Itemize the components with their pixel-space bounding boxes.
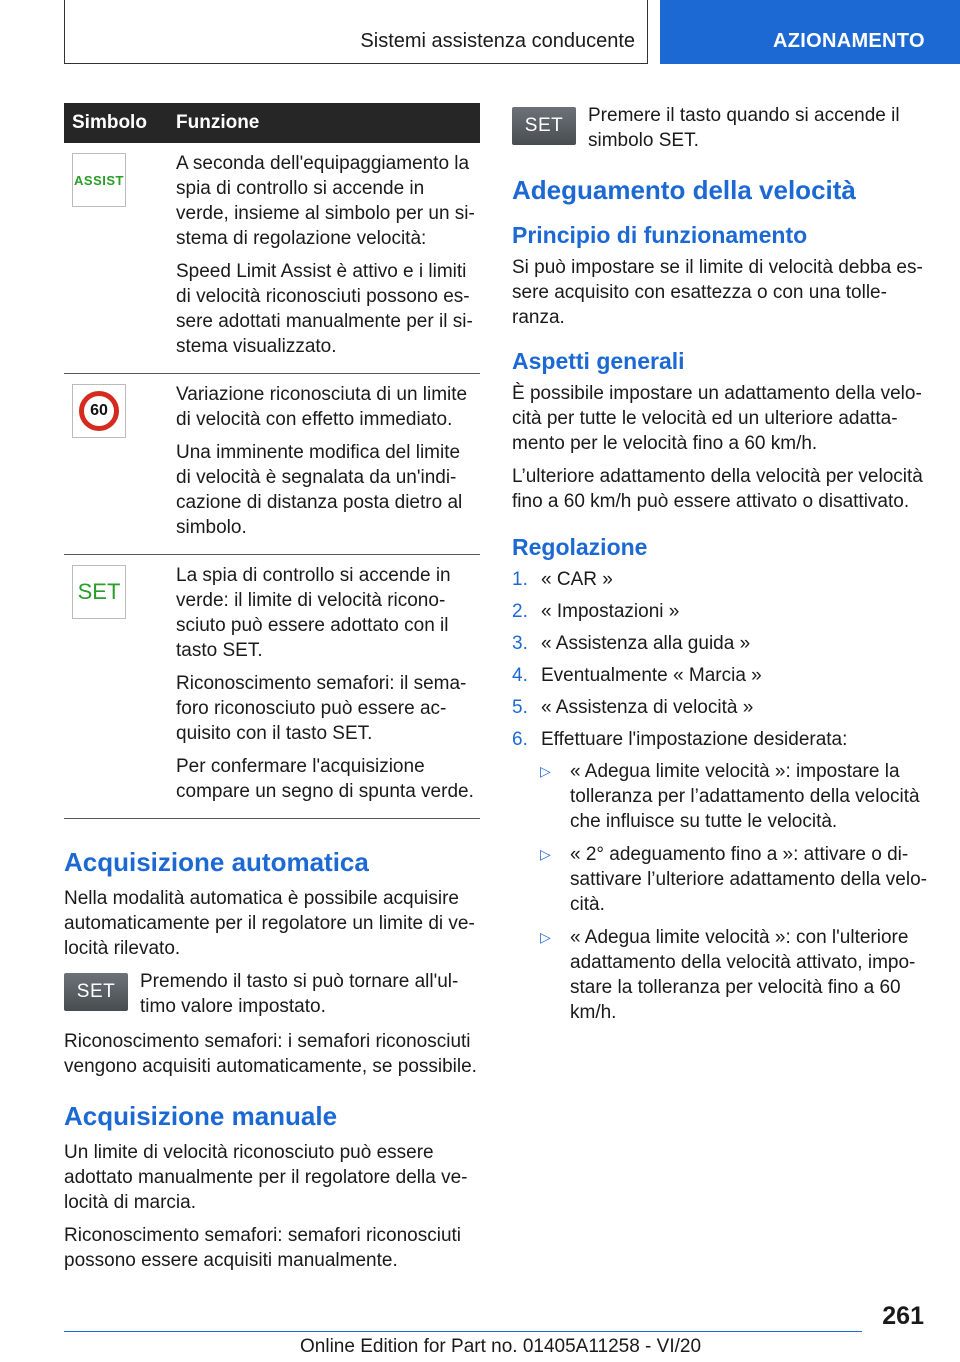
auto-paragraph: Nella modalità automatica è possibile acquisire automaticamente per il regolatore un limite di velocità rilevato. <box>64 888 475 959</box>
set-button-icon: SET <box>512 107 576 145</box>
header-chapter-box <box>64 0 648 64</box>
settings-options <box>540 759 928 1025</box>
set-button-note-text: Premere il tasto quando si accende il simbolo SET. <box>588 105 900 151</box>
principle-paragraph: Si può impostare se il limite di velocità debba essere acquisito con esattezza o con una tolleranza. <box>512 257 923 328</box>
step-number: 5. <box>512 697 528 718</box>
row-text: Una imminente modifica del limite di velocità è segnalata da un'indicazione di distanza posta dietro al simbolo. <box>176 442 463 538</box>
list-item <box>512 663 928 688</box>
step-text: « Assistenza di velocità » <box>541 697 754 718</box>
right-column <box>512 103 928 1033</box>
auto-traffic-light-paragraph: Riconoscimento semafori: i semafori riconosciuti vengono acquisiti automaticamente, se possibile. <box>64 1031 477 1077</box>
general-paragraph: È possibile impostare un adattamento della velocità per tutte le velocità ed un ulteriore adattamento per le velocità fino a 60 km/h. <box>512 383 922 454</box>
step-text: « Impostazioni » <box>541 601 680 622</box>
section-title-speed-adaptation: Adeguamento della velocità <box>512 175 856 205</box>
assist-icon <box>72 153 126 207</box>
table-header-function: Funzione <box>168 103 480 143</box>
row-text: Variazione riconosciuta di un limite di velocità con effetto immediato. <box>176 384 468 430</box>
footer-divider <box>64 1331 862 1332</box>
table-cell-icon <box>64 143 168 374</box>
set-indicator-label: SET <box>77 579 121 604</box>
step-number: 2. <box>512 601 528 622</box>
row-text: A seconda dell'equipaggiamento la spia di controllo si accende in verde, insieme al simbolo per un sistema di regolazione velocità: <box>176 153 475 249</box>
set-button-icon: SET <box>64 973 128 1011</box>
subsection-title-general: Aspetti generali <box>512 348 685 374</box>
triangle-bullet-icon: ▷ <box>540 763 551 779</box>
general-paragraph: L’ulteriore adattamento della velocità per velocità fino a 60 km/h può essere attivato o disattivato. <box>512 466 923 512</box>
row-text: Speed Limit Assist è attivo e i limiti di velocità riconosciuti possono essere adottati manualmente per il sistema visualizzato. <box>176 261 473 357</box>
table-cell-function <box>168 143 480 374</box>
list-item <box>512 567 928 592</box>
option-text: « Adegua limite velocità »: con l'ulteriore adattamento della velocità attivato, impostare la tolleranza per velocità fino a 60 km/h. <box>570 927 916 1023</box>
step-number: 6. <box>512 729 528 750</box>
row-text: La spia di controllo si accende in verde: il limite di velocità riconosciuto può essere adottato con il tasto SET. <box>176 565 451 661</box>
table-cell-function <box>168 555 480 819</box>
manual-traffic-light-paragraph: Riconoscimento semafori: semafori riconosciuti possono essere acquisiti manualmente. <box>64 1225 462 1271</box>
step-text: Effettuare l'impostazione desiderata: <box>541 729 848 750</box>
list-item <box>512 695 928 720</box>
subsection-title-principle: Principio di funzionamento <box>512 222 808 248</box>
set-indicator-icon <box>72 565 126 619</box>
page-number: 261 <box>882 1302 924 1330</box>
table-header-row <box>64 103 480 143</box>
subsection-title-settings: Regolazione <box>512 534 648 560</box>
option-text: « 2° adeguamento fino a »: attivare o disattivare l’ulteriore adattamento della velocità. <box>570 844 927 915</box>
symbol-table <box>64 103 480 819</box>
section-title-auto: Acquisizione automatica <box>64 847 369 877</box>
table-row <box>64 143 480 374</box>
step-number: 4. <box>512 665 528 686</box>
step-text: Eventualmente « Marcia » <box>541 665 762 686</box>
left-column <box>64 103 480 1281</box>
row-text: Riconoscimento semafori: il semaforo riconosciuto può essere acquisito con il tasto SET. <box>176 673 467 744</box>
set-button-note <box>512 103 928 153</box>
table-cell-icon <box>64 555 168 819</box>
section-title-manual: Acquisizione manuale <box>64 1101 338 1131</box>
step-text: « Assistenza alla guida » <box>541 633 751 654</box>
manual-paragraph: Un limite di velocità riconosciuto può essere adottato manualmente per il regolatore della velocità di marcia. <box>64 1142 468 1213</box>
list-item <box>540 759 928 834</box>
header-section-title: AZIONAMENTO <box>773 30 925 52</box>
triangle-bullet-icon: ▷ <box>540 846 551 862</box>
settings-steps <box>512 567 928 752</box>
step-number: 3. <box>512 633 528 654</box>
table-row <box>64 374 480 555</box>
speed-limit-sign: 60 <box>79 391 119 431</box>
set-button-note-text: Premendo il tasto si può tornare all'ultimo valore impostato. <box>140 971 459 1017</box>
step-number: 1. <box>512 569 528 590</box>
header-section-tab <box>660 0 960 64</box>
set-button-note <box>64 969 480 1019</box>
list-item <box>512 631 928 656</box>
triangle-bullet-icon: ▷ <box>540 929 551 945</box>
table-row <box>64 555 480 819</box>
step-text: « CAR » <box>541 569 613 590</box>
header-chapter-title: Sistemi assistenza conducente <box>360 30 635 52</box>
list-item <box>540 842 928 917</box>
list-item <box>512 599 928 624</box>
row-text: Per confermare l'acquisizione compare un segno di spunta verde. <box>176 756 474 802</box>
table-header-symbol: Simbolo <box>64 103 168 143</box>
table-cell-icon <box>64 374 168 555</box>
list-item <box>512 727 928 752</box>
table-cell-function <box>168 374 480 555</box>
speed-limit-sign-icon <box>72 384 126 438</box>
footer-edition: Online Edition for Part no. 01405A11258 - VI/20 <box>300 1336 702 1357</box>
list-item <box>540 925 928 1025</box>
option-text: « Adegua limite velocità »: impostare la tolleranza per l’adattamento della velocità che influisce su tutte le velocità. <box>570 761 920 832</box>
assist-icon-label: ASSIST <box>74 172 124 188</box>
